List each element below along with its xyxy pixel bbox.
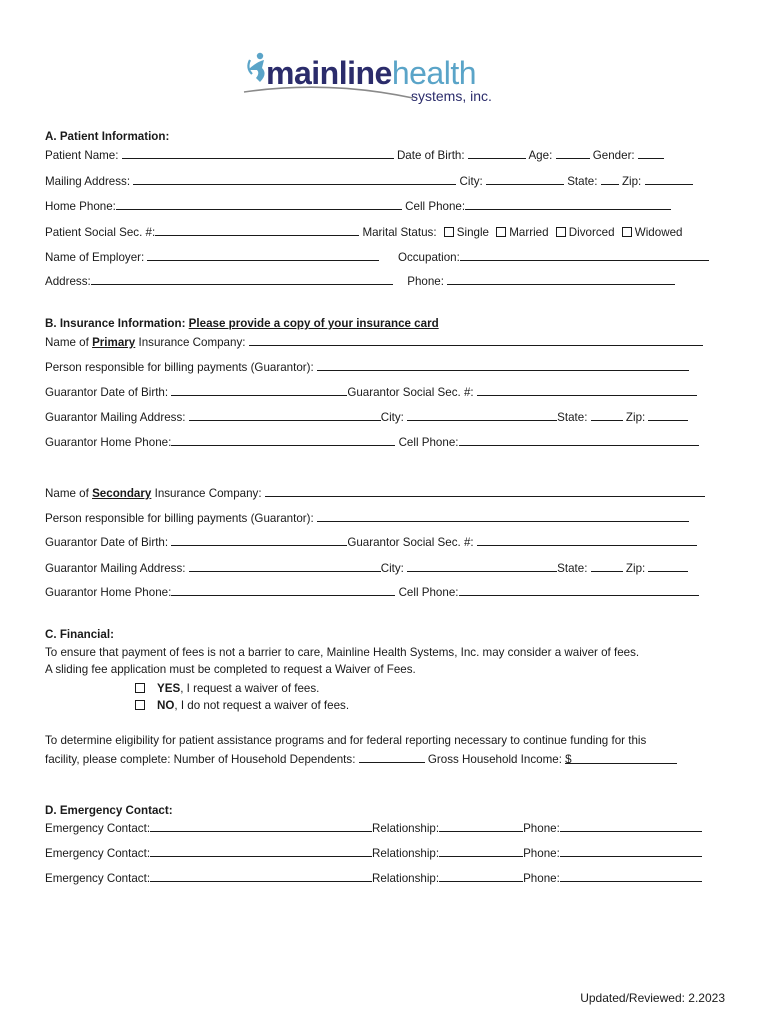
emergency-contact-label: Emergency Contact: [45, 872, 151, 885]
ssn-label: Patient Social Sec. #: [45, 226, 156, 239]
secondary-guarantor-phone-row [45, 584, 699, 600]
marital-status-label: Marital Status: [362, 226, 437, 239]
home-phone-field[interactable] [116, 198, 402, 210]
guarantor-label: Person responsible for billing payments (Guarantor): [45, 361, 314, 374]
primary-insurance-field[interactable] [249, 334, 703, 346]
figure-icon [248, 53, 265, 82]
primary-guarantor-phone-row [45, 434, 699, 450]
guarantor-dob-label: Guarantor Date of Birth: [45, 536, 169, 549]
relationship-label: Relationship: [372, 847, 440, 860]
income-field[interactable] [565, 752, 677, 764]
secondary-guarantor-field[interactable] [317, 510, 689, 522]
primary-guarantor-zip-field[interactable] [648, 409, 688, 421]
insurance-company-label: Insurance Company: [154, 487, 262, 500]
waiver-yes-bold: YES [157, 682, 181, 695]
mailing-address-label: Mailing Address: [45, 175, 131, 188]
insurance-card-note: Please provide a copy of your insurance card [188, 317, 439, 330]
occupation-label: Occupation: [397, 251, 460, 264]
gender-field[interactable] [638, 147, 664, 159]
primary-guarantor-city-field[interactable] [407, 409, 557, 421]
emergency-phone-label: Phone: [523, 847, 560, 860]
financial-text-1: To ensure that payment of fees is not a barrier to care, Mainline Health Systems, Inc. may consider a waiver of fees. [45, 646, 640, 659]
patient-row-3 [45, 198, 671, 214]
guarantor-ssn-label: Guarantor Social Sec. #: [347, 386, 474, 399]
occupation-field[interactable] [460, 249, 709, 261]
dependents-label: facility, please complete: Number of Household Dependents: [45, 753, 356, 766]
secondary-insurance-field[interactable] [265, 485, 705, 497]
dollar-sign: $ [565, 753, 572, 766]
primary-guarantor-dob-row [45, 384, 697, 400]
secondary-guarantor-cell-phone-field[interactable] [459, 584, 699, 596]
employer-phone-field[interactable] [447, 273, 675, 285]
secondary-guarantor-mailing-row [45, 560, 688, 576]
emergency-phone-label: Phone: [523, 872, 560, 885]
section-a-heading: A. Patient Information: [45, 130, 170, 143]
gender-label: Gender: [592, 149, 635, 162]
relationship-field[interactable] [439, 845, 523, 857]
primary-label: Primary [92, 336, 136, 349]
waiver-yes-text: , I request a waiver of fees. [180, 682, 320, 695]
primary-guarantor-row [45, 359, 689, 375]
eligibility-text-1: To determine eligibility for patient assistance programs and for federal reporting necessary to continue funding for this [45, 734, 647, 747]
waiver-no-bold: NO [157, 699, 175, 712]
emergency-contact-field[interactable] [150, 820, 372, 832]
patient-row-2 [45, 173, 693, 189]
married-label: Married [509, 226, 549, 239]
waiver-no-checkbox[interactable] [135, 700, 145, 710]
guarantor-dob-label: Guarantor Date of Birth: [45, 386, 169, 399]
city-label: City: [459, 175, 483, 188]
dob-field[interactable] [468, 147, 526, 159]
divorced-checkbox[interactable] [556, 227, 566, 237]
guarantor-home-phone-label: Guarantor Home Phone: [45, 436, 172, 449]
age-field[interactable] [556, 147, 590, 159]
section-b-title: B. Insurance Information: [45, 317, 186, 330]
patient-row-5 [45, 249, 709, 265]
secondary-guarantor-city-field[interactable] [407, 560, 557, 572]
secondary-guarantor-row [45, 510, 689, 526]
logo-tagline: systems, inc. [411, 88, 492, 104]
primary-guarantor-ssn-field[interactable] [477, 384, 697, 396]
primary-guarantor-mailing-row [45, 409, 688, 425]
name-of-label: Name of [45, 487, 89, 500]
employer-phone-label: Phone: [407, 275, 444, 288]
married-checkbox[interactable] [496, 227, 506, 237]
primary-guarantor-field[interactable] [317, 359, 689, 371]
waiver-no-row [45, 698, 349, 713]
emergency-phone-field[interactable] [560, 870, 702, 882]
guarantor-city-label: City: [380, 411, 404, 424]
guarantor-cell-phone-label: Cell Phone: [398, 586, 459, 599]
patient-row-6 [45, 273, 675, 289]
waiver-yes-checkbox[interactable] [135, 683, 145, 693]
secondary-insurance-row [45, 485, 705, 501]
secondary-guarantor-dob-field[interactable] [171, 534, 347, 546]
waiver-yes-row [45, 681, 319, 696]
emergency-contact-field[interactable] [150, 870, 372, 882]
guarantor-state-label: State: [557, 562, 588, 575]
zip-field[interactable] [645, 173, 693, 185]
secondary-guarantor-ssn-field[interactable] [477, 534, 697, 546]
income-label: Gross Household Income: [427, 753, 562, 766]
guarantor-cell-phone-label: Cell Phone: [398, 436, 459, 449]
emergency-contact-row [45, 845, 702, 861]
emergency-phone-label: Phone: [523, 822, 560, 835]
dob-label: Date of Birth: [396, 149, 465, 162]
employer-label: Name of Employer: [45, 251, 145, 264]
emergency-contact-label: Emergency Contact: [45, 847, 151, 860]
secondary-guarantor-home-phone-field[interactable] [171, 584, 395, 596]
footer-revision: Updated/Reviewed: 2.2023 [580, 991, 725, 1005]
city-field[interactable] [486, 173, 564, 185]
state-label: State: [567, 175, 598, 188]
age-label: Age: [528, 149, 553, 162]
secondary-label: Secondary [92, 487, 152, 500]
primary-insurance-row [45, 334, 703, 350]
divorced-label: Divorced [568, 226, 615, 239]
guarantor-mailing-label: Guarantor Mailing Address: [45, 562, 186, 575]
primary-guarantor-cell-phone-field[interactable] [459, 434, 699, 446]
name-of-label: Name of [45, 336, 89, 349]
primary-guarantor-home-phone-field[interactable] [171, 434, 395, 446]
primary-guarantor-dob-field[interactable] [171, 384, 347, 396]
widowed-label: Widowed [634, 226, 683, 239]
section-c-heading: C. Financial: [45, 628, 114, 641]
guarantor-mailing-label: Guarantor Mailing Address: [45, 411, 186, 424]
zip-label: Zip: [621, 175, 642, 188]
patient-name-label: Patient Name: [45, 149, 119, 162]
emergency-contact-field[interactable] [150, 845, 372, 857]
guarantor-zip-label: Zip: [625, 562, 646, 575]
ssn-field[interactable] [155, 224, 359, 236]
relationship-field[interactable] [439, 820, 523, 832]
emergency-phone-field[interactable] [560, 845, 702, 857]
single-label: Single [456, 226, 490, 239]
home-phone-label: Home Phone: [45, 200, 116, 213]
financial-text-2: A sliding fee application must be completed to request a Waiver of Fees. [45, 663, 416, 676]
guarantor-state-label: State: [557, 411, 588, 424]
section-b-heading [45, 316, 439, 331]
patient-name-field[interactable] [122, 147, 394, 159]
primary-guarantor-mailing-field[interactable] [189, 409, 381, 421]
logo-brand: mainlinehealth [266, 55, 476, 91]
secondary-guarantor-zip-field[interactable] [648, 560, 688, 572]
waiver-no-text: , I do not request a waiver of fees. [174, 699, 350, 712]
state-field[interactable] [601, 173, 619, 185]
dependents-field[interactable] [359, 751, 425, 763]
employer-field[interactable] [147, 249, 379, 261]
insurance-company-label: Insurance Company: [138, 336, 246, 349]
primary-guarantor-state-field[interactable] [591, 409, 623, 421]
emergency-contact-label: Emergency Contact: [45, 822, 151, 835]
secondary-guarantor-state-field[interactable] [591, 560, 623, 572]
emergency-contact-row [45, 870, 702, 886]
patient-row-4 [45, 224, 682, 240]
cell-phone-field[interactable] [465, 198, 671, 210]
single-checkbox[interactable] [444, 227, 454, 237]
relationship-field[interactable] [439, 870, 523, 882]
address-label: Address: [45, 275, 91, 288]
guarantor-label: Person responsible for billing payments (Guarantor): [45, 512, 314, 525]
guarantor-home-phone-label: Guarantor Home Phone: [45, 586, 172, 599]
secondary-guarantor-dob-row [45, 534, 697, 550]
address-field[interactable] [91, 273, 393, 285]
cell-phone-label: Cell Phone: [405, 200, 466, 213]
section-d-heading: D. Emergency Contact: [45, 804, 173, 817]
guarantor-ssn-label: Guarantor Social Sec. #: [347, 536, 474, 549]
widowed-checkbox[interactable] [622, 227, 632, 237]
relationship-label: Relationship: [372, 822, 440, 835]
emergency-phone-field[interactable] [560, 820, 702, 832]
guarantor-city-label: City: [380, 562, 404, 575]
guarantor-zip-label: Zip: [625, 411, 646, 424]
emergency-contact-row [45, 820, 702, 836]
secondary-guarantor-mailing-field[interactable] [189, 560, 381, 572]
mainline-health-logo [238, 48, 538, 108]
relationship-label: Relationship: [372, 872, 440, 885]
mailing-address-field[interactable] [133, 173, 456, 185]
eligibility-row-2 [45, 751, 677, 767]
patient-row-1 [45, 147, 664, 163]
